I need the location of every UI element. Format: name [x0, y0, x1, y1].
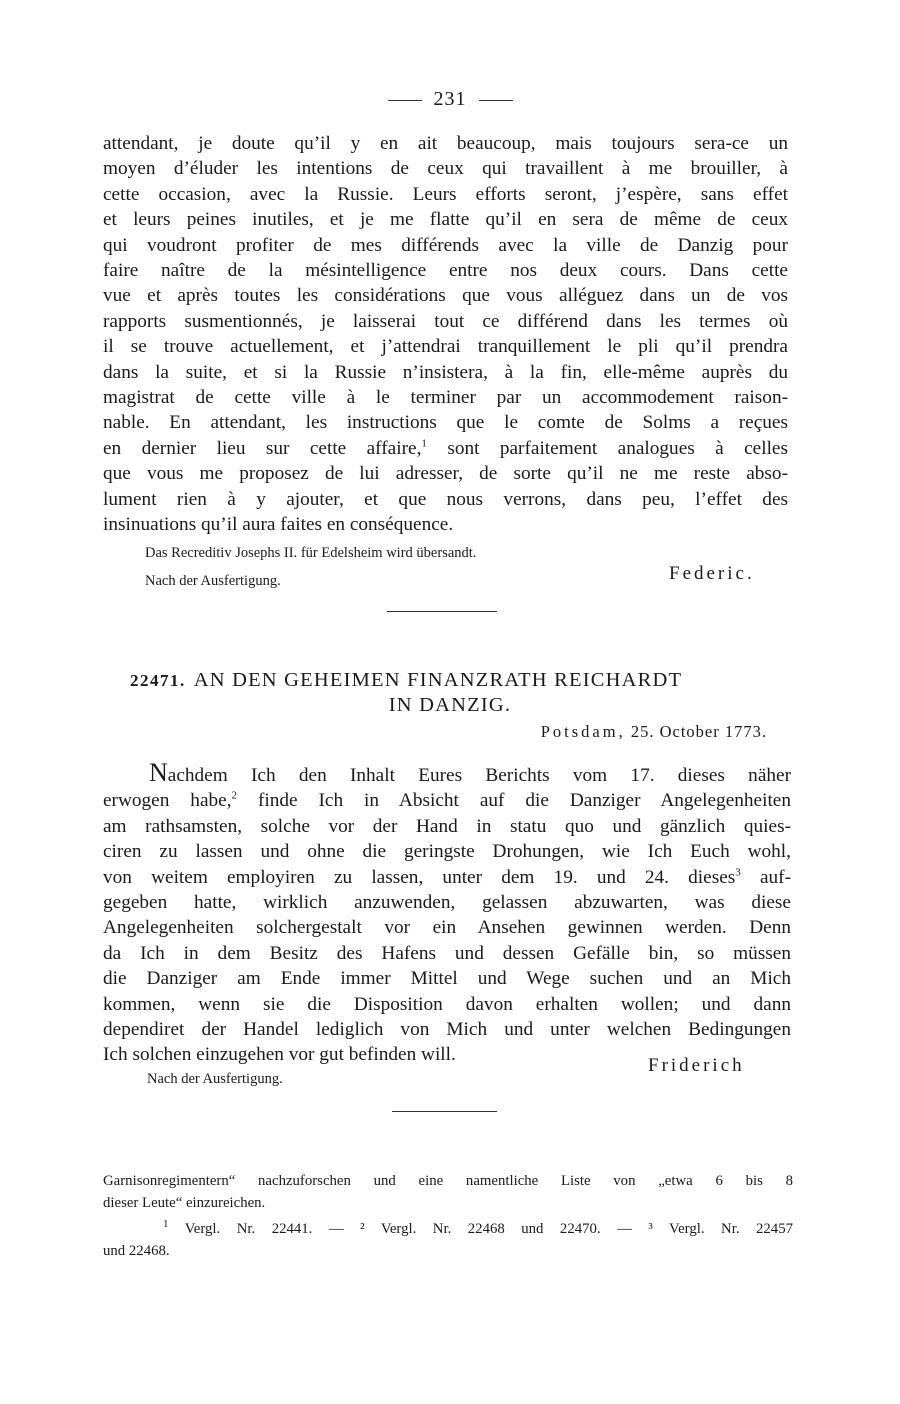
letter2-line: gegeben hatte, wirklich anzuwenden, gelassen abzuwarten, was diese [103, 892, 791, 914]
letter2-line: kommen, wenn sie die Disposition davon erhalten wollen; und dann [103, 993, 791, 1015]
footnote-marker: 3 [735, 866, 741, 879]
letter1-line: attendant, je doute qu’il y en ait beaucoup, mais toujours sera-ce un [103, 133, 788, 154]
letter2-signature: Friderich [648, 1055, 745, 1076]
footnote-refs-line: und 22468. [103, 1243, 170, 1259]
letter2-line-part: erwogen habe, [103, 790, 232, 812]
footnote-continuation-line: dieser Leute“ einzureichen. [103, 1195, 266, 1211]
page-number-dash-right [479, 100, 513, 101]
letter2-line: Angelegenheiten solchergestalt vor ein Ansehen gewinnen werden. Denn [103, 917, 791, 939]
letter2-line-part: auf- [759, 866, 791, 888]
page-number [0, 88, 900, 111]
letter2-number: 22471. [130, 671, 186, 690]
section-divider [392, 1111, 497, 1112]
letter2-place: Potsdam, [540, 722, 626, 741]
footnotes [103, 1170, 793, 1262]
footnote-refs-line [103, 1218, 793, 1240]
letter1-line: rapports susmentionnés, je laisserai tout ce différend dans les termes où [103, 310, 788, 332]
letter2-line: dependiret der Handel lediglich von Mich und unter welchen Bedingungen [103, 1019, 791, 1041]
page-number-text: 231 [433, 88, 467, 110]
footnote-refs-text: Vergl. Nr. 22441. — ² Vergl. Nr. 22468 und 22470. — ³ Vergl. Nr. 22457 [184, 1221, 794, 1237]
letter2-line-first [103, 760, 791, 788]
letter1-line: dans la suite, et si la Russie n’insistera, à la fin, elle-même auprès du [103, 361, 788, 383]
letter2-line: ciren zu lassen und ohne die geringste Drohungen, wie Ich Euch wohl, [103, 841, 791, 863]
letter1-line: vue et après toutes les considérations que vous alléguez dans un de vos [103, 285, 788, 307]
letter1-line-part: sont parfaitement analogues à celles [447, 437, 788, 459]
letter1-line: que vous me proposez de lui adresser, de sorte qu’il ne me reste abso- [103, 463, 788, 485]
letter1-line: lument rien à y ajouter, et que nous verrons, dans peu, l’effet des [103, 488, 788, 510]
letter1-body [103, 131, 788, 538]
letter2-line-with-note [103, 788, 791, 813]
letter2-line: Ich solchen einzugehen vor gut befinden will. [103, 1044, 456, 1066]
letter2-initial: N [149, 758, 168, 787]
letter1-line: nable. En attendant, les instructions que le comte de Solms a reçues [103, 412, 788, 434]
letter2-date: 25. October 1773. [630, 722, 767, 741]
page-number-dash-left [388, 100, 422, 101]
footnote-marker: 1 [163, 1218, 169, 1231]
letter2-title-line2: IN DANZIG. [388, 694, 512, 716]
letter1-line: et leurs peines inutiles, et je me flatte qu’il en sera de même de ceux [103, 209, 788, 231]
section-divider [387, 611, 497, 612]
letter1-line: magistrat de cette ville à le terminer par un accommodement raison- [103, 387, 788, 409]
footnote-continuation-line: Garnisonregimentern“ nachzuforschen und eine namentliche Liste von „etwa 6 bis 8 [103, 1173, 793, 1189]
letter2-title-row [130, 669, 682, 692]
letter2-place-date [541, 722, 767, 742]
letter1-line-with-note [103, 436, 788, 461]
letter2-line: die Danziger am Ende immer Mittel und Wege suchen und an Mich [103, 968, 791, 990]
footnote-marker: 2 [231, 789, 238, 802]
letter1-line: insinuations qu’il aura faites en conséquence. [103, 514, 454, 536]
letter2-title-line1: AN DEN GEHEIMEN FINANZRATH REICHARDT [193, 669, 683, 691]
letter2-line: da Ich in dem Besitz des Hafens und dessen Gefälle bin, so müssen [103, 942, 791, 964]
letter2-line-part: von weitem employiren zu lassen, unter dem 19. und 24. dieses [103, 866, 736, 888]
footnote-marker: 1 [421, 437, 427, 450]
letter2-source: Nach der Ausfertigung. [147, 1071, 283, 1087]
letter1-line-part: en dernier lieu sur cette affaire, [103, 437, 422, 459]
letter1-line: cette occasion, avec la Russie. Leurs efforts seront, j’espère, sans effet [103, 183, 788, 205]
letter1-line: il se trouve actuellement, et j’attendrai tranquillement le pli qu’il prendra [103, 336, 788, 358]
letter1-note: Das Recreditiv Josephs II. für Edelsheim wird übersandt. [145, 545, 477, 561]
letter1-line: qui voudront profiter de mes différends avec la ville de Danzig pour [103, 234, 788, 256]
letter2-line-part: finde Ich in Absicht auf die Danziger Angelegenheiten [257, 790, 791, 812]
letter1-signature: Federic. [669, 563, 755, 584]
letter2-line-part: achdem Ich den Inhalt Eures Berichts vom 17. dieses näher [167, 765, 791, 786]
letter2-body [103, 760, 791, 1068]
letter1-line: moyen d’éluder les intentions de ceux qui travaillent à me brouiller, à [103, 158, 788, 180]
letter1-line: faire naître de la mésintelligence entre nos deux cours. Dans cette [103, 260, 788, 282]
letter1-source: Nach der Ausfertigung. [145, 573, 281, 589]
letter2-line-with-note [103, 865, 791, 890]
letter2-line: am rathsamsten, solche vor der Hand in statu quo und gänzlich quies- [103, 815, 791, 837]
